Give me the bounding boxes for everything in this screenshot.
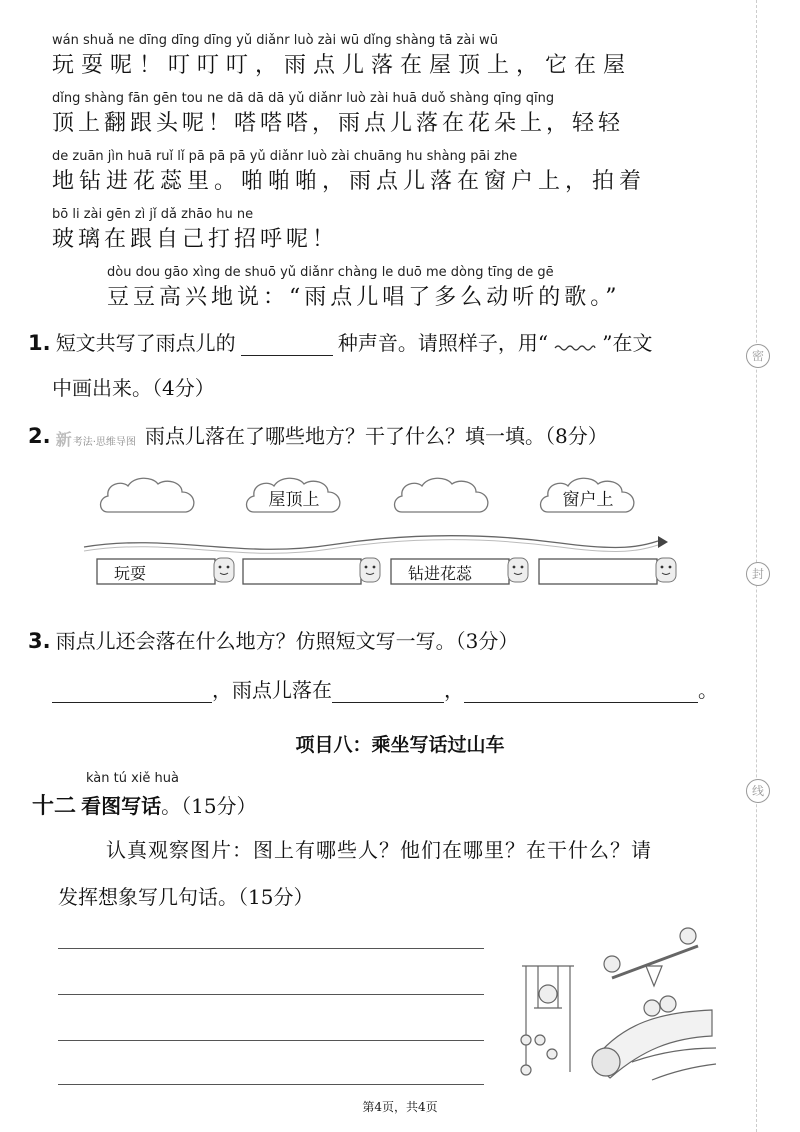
pinyin-line: de zuān jìn huā ruǐ lǐ pā pā pā yǔ diǎnr luò zài chuāng hu shàng pāi zhe bbox=[52, 149, 518, 164]
cloud-box[interactable] bbox=[390, 474, 494, 520]
question-2: 2. 新考法·思维导图 雨点儿落在了哪些地方？干了什么？填一填。（8分） bbox=[28, 424, 608, 449]
writing-line[interactable] bbox=[58, 994, 484, 995]
answer-blank[interactable] bbox=[332, 682, 444, 703]
cactus-icon bbox=[656, 558, 676, 582]
cloud-box[interactable]: 屋顶上 bbox=[242, 474, 346, 520]
question-12-prompt: 发挥想象写几句话。（15分） bbox=[58, 885, 314, 909]
answer-box[interactable] bbox=[242, 556, 384, 586]
page-footer: 第4页，共4页 bbox=[362, 1100, 438, 1114]
playground-illustration bbox=[512, 912, 720, 1090]
passage-line: 玩耍呢！叮叮叮，雨点儿落在屋顶上，它在屋 bbox=[52, 53, 633, 78]
passage-line: 玻璃在跟自己打招呼呢！ bbox=[52, 227, 339, 252]
answer-blank[interactable] bbox=[464, 682, 698, 703]
answer-box[interactable]: 钻进花蕊 bbox=[390, 556, 532, 586]
question-number: 十二 bbox=[32, 794, 77, 819]
pinyin-line: dòu dou gāo xìng de shuō yǔ diǎnr chàng le duō me dòng tīng de gē bbox=[107, 265, 554, 280]
question-12-prompt: 认真观察图片：图上有哪些人？他们在哪里？在干什么？请 bbox=[106, 838, 652, 862]
answer-box[interactable] bbox=[538, 556, 680, 586]
passage-line: 顶上翻跟头呢！嗒嗒嗒，雨点儿落在花朵上，轻轻 bbox=[52, 111, 625, 136]
cactus-icon bbox=[214, 558, 234, 582]
section-title: 项目八：乘坐写话过山车 bbox=[295, 734, 505, 756]
passage-line: 豆豆高兴地说：“雨点儿唱了多么动听的歌。” bbox=[107, 285, 621, 310]
question-number: 1. bbox=[28, 331, 51, 355]
answer-blank[interactable] bbox=[241, 335, 333, 356]
answer-box[interactable]: 玩耍 bbox=[96, 556, 238, 586]
pinyin-line: bō li zài gēn zì jǐ dǎ zhāo hu ne bbox=[52, 207, 254, 222]
cloud-box[interactable]: 窗户上 bbox=[536, 474, 640, 520]
answer-blank[interactable] bbox=[52, 682, 212, 703]
writing-line[interactable] bbox=[58, 1084, 484, 1085]
question-12-heading: 十二 看图写话。（15分） bbox=[32, 794, 257, 819]
binding-mark: 线 bbox=[746, 779, 770, 803]
question-number: 3. bbox=[28, 629, 51, 653]
pinyin-line: dǐng shàng fān gēn tou ne dā dā dā yǔ diǎnr luò zài huā duǒ shàng qīng qīng bbox=[52, 91, 555, 106]
writing-line[interactable] bbox=[58, 1040, 484, 1041]
cactus-icon bbox=[508, 558, 528, 582]
question-1: 1. 短文共写了雨点儿的 种声音。请照样子，用“ ”在文 bbox=[28, 331, 653, 355]
question-3-fill-line: ，雨点儿落在 ， 。 bbox=[52, 674, 718, 703]
writing-line[interactable] bbox=[58, 948, 484, 949]
pinyin-line: wán shuǎ ne dīng dīng dīng yǔ diǎnr luò zài wū dǐng shàng tā zài wū bbox=[52, 33, 498, 48]
wavy-underline-icon bbox=[553, 339, 597, 353]
question-number: 2. bbox=[28, 424, 51, 448]
passage-line: 地钻进花蕊里。啪啪啪，雨点儿落在窗户上，拍着 bbox=[52, 169, 647, 194]
binding-mark: 密 bbox=[746, 344, 770, 368]
mind-map-badge: 新考法·思维导图 bbox=[55, 430, 136, 449]
pinyin-line: kàn tú xiě huà bbox=[86, 771, 179, 786]
cactus-icon bbox=[360, 558, 380, 582]
question-1-continued: 中画出来。（4分） bbox=[52, 376, 215, 400]
cloud-box[interactable] bbox=[96, 474, 200, 520]
question-3: 3. 雨点儿还会落在什么地方？仿照短文写一写。（3分） bbox=[28, 629, 519, 653]
binding-mark: 封 bbox=[746, 562, 770, 586]
